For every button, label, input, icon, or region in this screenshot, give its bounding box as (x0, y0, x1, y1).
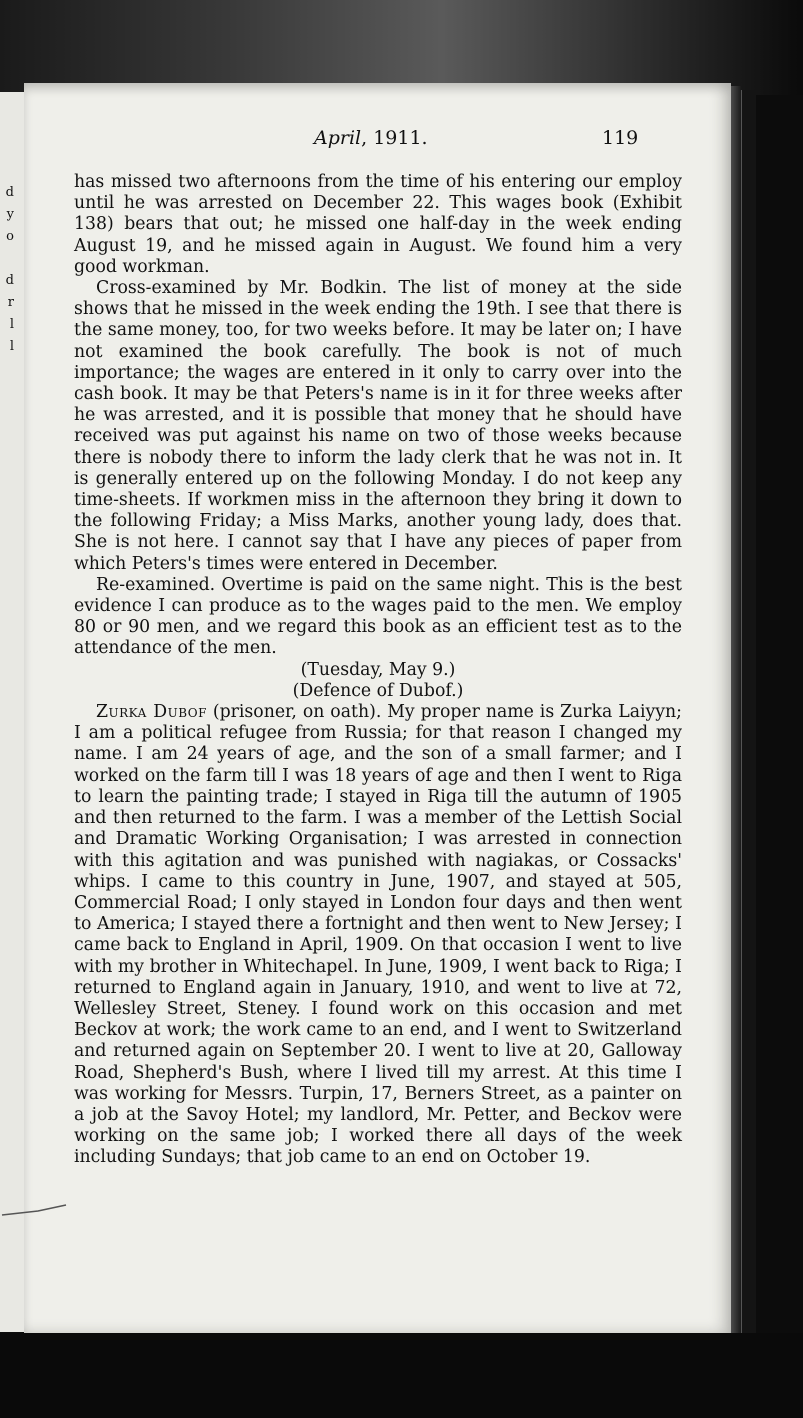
page-body (74, 172, 682, 1169)
margin-fragment: d (5, 185, 14, 200)
running-head (314, 127, 428, 149)
section-heading: (Defence of Dubof.) (292, 680, 464, 701)
paragraph-re-examination: Re-examined. Overtime is paid on the same night. This is the best evidence I can produce as to the wages paid to the men. We employ 80 or 90 men, and we regard this book as an efficient test as to the attendance of the men. (74, 574, 682, 659)
margin-fragment: l (9, 317, 14, 332)
running-head-year: , 1911. (361, 127, 428, 149)
margin-fragment: y (6, 207, 14, 222)
page-edge-shadow (731, 86, 741, 1336)
scan-bottom-shadow (0, 1333, 803, 1418)
witness-name: Zurka Dubof (96, 702, 207, 723)
testimony-text: (prisoner, on oath). My proper name is Zurka Laiyyn; I am a political refugee from Russia; for that reason I changed my name. I am 24 years of age, and the son of a small farmer; and I worked on the farm till I was 18 years of age and then I went to Riga to learn the painting trade; I stayed in Riga till the autumn of 1905 and then returned to the farm. I was a member of the Lettish Social and Dramatic Working Organisation; I was arrested in connection with this agitation and was punished with nagiakas, or Cossacks' whips. I came to this country in June, 1907, and stayed at 505, Commercial Road; I only stayed in London four days and then went to America; I stayed there a fortnight and then went to New Jersey; I came back to England in April, 1909. On that occasion I went to live with my brother in Whitechapel. In June, 1909, I went back to Riga; I returned to England again in January, 1910, and went to live at 72, Wellesley Street, Steney. I found work on this occasion and met Beckov at work; the work came to an end, and I went to Switzerland and returned again on September 20. I went to live at 20, Galloway Road, Shepherd's Bush, where I lived till my arrest. At this time I was working for Messrs. Turpin, 17, Berners Street, as a painter on a job at the Savoy Hotel; my landlord, Mr. Petter, and Beckov were working on the same job; I worked there all days of the week including Sundays; that job came to an end on October 19. (74, 702, 683, 1168)
running-head-month: April (314, 127, 362, 149)
margin-fragment (0, 248, 14, 270)
paragraph-cross-examination: Cross-examined by Mr. Bodkin. The list of money at the side shows that he missed in the week ending the 19th. I see that there is the same money, too, for two weeks before. It may be later on; I have not examined the book carefully. The book is not of much importance; the wages are entered in it only to carry over into the cash book. It may be that Peters's name is in it for three weeks after he was arrested, and it is possible that money that he should have received was put against his name on two of those weeks because there is nobody there to inform the lady clerk that he was not in. It is generally entered up on the following Monday. I do not keep any time-sheets. If workmen miss in the afternoon they bring it down to the following Friday; a Miss Marks, another young lady, does that. She is not here. I cannot say that I have any pieces of paper from which Peters's times were entered in December. (74, 278, 682, 574)
margin-fragment: o (6, 229, 14, 244)
scan-top-shadow (0, 0, 803, 95)
pencil-mark (0, 1203, 70, 1217)
page-header (24, 127, 731, 155)
margin-fragment: d (5, 273, 14, 288)
paragraph-testimony (74, 702, 682, 1168)
margin-fragment: r (7, 295, 14, 310)
paragraph-continuation: has missed two afternoons from the time of his entering our employ until he was arrested on December 22. This wages book (Exhibit 138) bears that out; he missed one half-day in the week ending August 19, and he missed again in August. We found him a very good workman. (74, 172, 682, 277)
book-binding-edge (741, 90, 756, 1335)
facing-page-fragments (0, 182, 14, 358)
margin-fragment: l (9, 339, 14, 354)
date-heading: (Tuesday, May 9.) (300, 659, 456, 680)
page-number: 119 (602, 127, 639, 149)
